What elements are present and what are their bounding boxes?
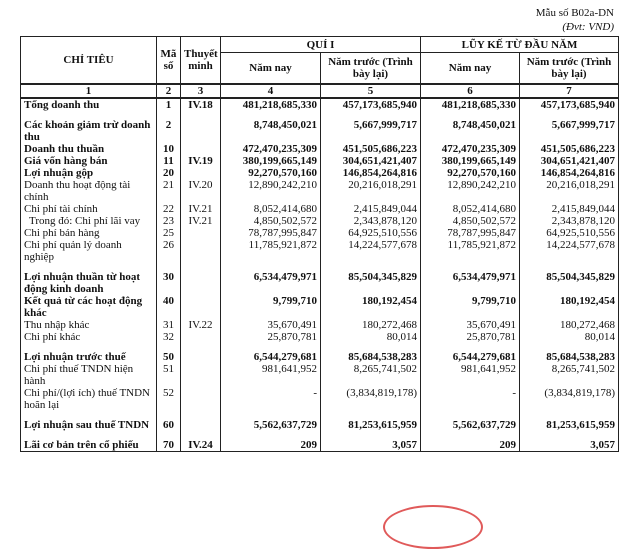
quarter-this-year-value: 9,799,710 xyxy=(221,295,321,319)
quarter-last-year-value: 8,265,741,502 xyxy=(321,363,421,387)
row-label: Lợi nhuận trước thuế xyxy=(21,351,157,363)
spacer-cell xyxy=(520,343,619,351)
ytd-header: LŨY KẾ TỪ ĐẦU NĂM xyxy=(421,37,619,53)
row-label: Doanh thu hoạt động tài chính xyxy=(21,179,157,203)
row-label: Lãi cơ bản trên cổ phiếu xyxy=(21,439,157,452)
quarter-last-year-value: 81,253,615,959 xyxy=(321,419,421,431)
ytd-last-year-value: 304,651,421,407 xyxy=(520,155,619,167)
row-note xyxy=(181,419,221,431)
ytd-last-year-value: 2,343,878,120 xyxy=(520,215,619,227)
table-row xyxy=(21,167,619,179)
quarter-this-year-value: 472,470,235,309 xyxy=(221,143,321,155)
spacer-cell xyxy=(221,411,321,419)
quarter-last-year-value: 2,415,849,044 xyxy=(321,203,421,215)
spacer-cell xyxy=(421,111,520,119)
quarter-last-year-value: 3,057 xyxy=(321,439,421,452)
ytd-this-year-value: 9,799,710 xyxy=(421,295,520,319)
table-row xyxy=(21,271,619,295)
spacer-cell xyxy=(421,343,520,351)
ytd-last-year-value: 180,272,468 xyxy=(520,319,619,331)
ytd-last-year-value: 146,854,264,816 xyxy=(520,167,619,179)
row-code: 21 xyxy=(157,179,181,203)
spacer-cell xyxy=(181,111,221,119)
quarter-header: QUÍ I xyxy=(221,37,421,53)
quarter-last-year-value: 451,505,686,223 xyxy=(321,143,421,155)
ytd-last-year-value: 64,925,510,556 xyxy=(520,227,619,239)
spacer-cell xyxy=(157,431,181,439)
spacer-cell xyxy=(520,411,619,419)
ytd-last-year-value: 2,415,849,044 xyxy=(520,203,619,215)
row-note xyxy=(181,351,221,363)
ytd-last-year-value: 20,216,018,291 xyxy=(520,179,619,203)
row-code: 50 xyxy=(157,351,181,363)
table-row xyxy=(21,419,619,431)
ytd-this-year-value: 8,748,450,021 xyxy=(421,119,520,143)
spacer-cell xyxy=(321,263,421,271)
quarter-this-year-value: 4,850,502,572 xyxy=(221,215,321,227)
spacer-cell xyxy=(421,431,520,439)
table-row xyxy=(21,331,619,343)
ytd-last-year-header: Năm trước (Trình bày lại) xyxy=(520,53,619,85)
table-header xyxy=(21,37,619,99)
row-label: Chi phí thuế TNDN hiện hành xyxy=(21,363,157,387)
row-label: Chi phí quản lý doanh nghiệp xyxy=(21,239,157,263)
table-row xyxy=(21,227,619,239)
spacer-cell xyxy=(520,263,619,271)
row-note: IV.21 xyxy=(181,203,221,215)
ytd-this-year-value: 481,218,685,330 xyxy=(421,98,520,111)
row-code: 26 xyxy=(157,239,181,263)
row-label: Kết quả từ các hoạt động khác xyxy=(21,295,157,319)
spacer-cell xyxy=(321,411,421,419)
table-row xyxy=(21,155,619,167)
column-number: 1 xyxy=(21,84,157,98)
quarter-this-year-header: Năm nay xyxy=(221,53,321,85)
row-code: 31 xyxy=(157,319,181,331)
ytd-this-year-value: 6,544,279,681 xyxy=(421,351,520,363)
quarter-last-year-header: Năm trước (Trình bày lại) xyxy=(321,53,421,85)
ytd-this-year-value: 380,199,665,149 xyxy=(421,155,520,167)
row-label: Doanh thu thuần xyxy=(21,143,157,155)
column-number: 2 xyxy=(157,84,181,98)
quarter-this-year-value: 8,052,414,680 xyxy=(221,203,321,215)
row-code: 30 xyxy=(157,271,181,295)
income-statement-table xyxy=(20,36,619,452)
spacer-row xyxy=(21,343,619,351)
ytd-this-year-value: 4,850,502,572 xyxy=(421,215,520,227)
spacer-cell xyxy=(157,411,181,419)
quarter-last-year-value: 14,224,577,678 xyxy=(321,239,421,263)
spacer-cell xyxy=(520,111,619,119)
column-number: 3 xyxy=(181,84,221,98)
ytd-this-year-value: 209 xyxy=(421,439,520,452)
row-note xyxy=(181,227,221,239)
row-label: Thu nhập khác xyxy=(21,319,157,331)
spacer-row xyxy=(21,111,619,119)
ytd-this-year-value: 25,870,781 xyxy=(421,331,520,343)
row-code: 23 xyxy=(157,215,181,227)
row-note xyxy=(181,239,221,263)
ytd-this-year-header: Năm nay xyxy=(421,53,520,85)
quarter-last-year-value: 85,684,538,283 xyxy=(321,351,421,363)
ytd-this-year-value: 78,787,995,847 xyxy=(421,227,520,239)
ytd-last-year-value: 180,192,454 xyxy=(520,295,619,319)
row-code: 25 xyxy=(157,227,181,239)
row-label: Lợi nhuận thuần từ hoạt động kinh doanh xyxy=(21,271,157,295)
row-note xyxy=(181,363,221,387)
row-code: 51 xyxy=(157,363,181,387)
spacer-cell xyxy=(321,343,421,351)
table-row xyxy=(21,239,619,263)
column-number: 7 xyxy=(520,84,619,98)
ytd-this-year-value: 6,534,479,971 xyxy=(421,271,520,295)
code-header: Mã số xyxy=(157,37,181,85)
row-code: 20 xyxy=(157,167,181,179)
table-row xyxy=(21,98,619,111)
quarter-this-year-value: 5,562,637,729 xyxy=(221,419,321,431)
spacer-cell xyxy=(21,343,157,351)
quarter-last-year-value: 146,854,264,816 xyxy=(321,167,421,179)
row-note xyxy=(181,295,221,319)
quarter-last-year-value: 80,014 xyxy=(321,331,421,343)
row-note: IV.18 xyxy=(181,98,221,111)
note-header: Thuyết minh xyxy=(181,37,221,85)
row-note: IV.19 xyxy=(181,155,221,167)
spacer-row xyxy=(21,431,619,439)
spacer-cell xyxy=(221,343,321,351)
row-note xyxy=(181,271,221,295)
quarter-this-year-value: 92,270,570,160 xyxy=(221,167,321,179)
row-code: 22 xyxy=(157,203,181,215)
row-code: 2 xyxy=(157,119,181,143)
row-label: Chi phí khác xyxy=(21,331,157,343)
ytd-this-year-value: - xyxy=(421,387,520,411)
spacer-cell xyxy=(181,263,221,271)
row-code: 1 xyxy=(157,98,181,111)
quarter-this-year-value: 380,199,665,149 xyxy=(221,155,321,167)
row-label: Chi phí tài chính xyxy=(21,203,157,215)
column-number: 5 xyxy=(321,84,421,98)
row-code: 32 xyxy=(157,331,181,343)
quarter-this-year-value: 209 xyxy=(221,439,321,452)
table-row xyxy=(21,215,619,227)
spacer-cell xyxy=(181,431,221,439)
quarter-this-year-value: 12,890,242,210 xyxy=(221,179,321,203)
row-label: Tổng doanh thu xyxy=(21,98,157,111)
ytd-this-year-value: 11,785,921,872 xyxy=(421,239,520,263)
ytd-this-year-value: 472,470,235,309 xyxy=(421,143,520,155)
ytd-last-year-value: 451,505,686,223 xyxy=(520,143,619,155)
form-code: Mẫu số B02a-DN xyxy=(535,7,614,19)
table-row xyxy=(21,363,619,387)
quarter-this-year-value: 8,748,450,021 xyxy=(221,119,321,143)
row-note xyxy=(181,143,221,155)
ytd-this-year-value: 5,562,637,729 xyxy=(421,419,520,431)
spacer-cell xyxy=(21,411,157,419)
quarter-last-year-value: 180,272,468 xyxy=(321,319,421,331)
ytd-this-year-value: 12,890,242,210 xyxy=(421,179,520,203)
row-label: Lợi nhuận sau thuế TNDN xyxy=(21,419,157,431)
spacer-cell xyxy=(421,263,520,271)
spacer-cell xyxy=(221,111,321,119)
ytd-this-year-value: 35,670,491 xyxy=(421,319,520,331)
quarter-last-year-value: 64,925,510,556 xyxy=(321,227,421,239)
table-row xyxy=(21,295,619,319)
row-note xyxy=(181,387,221,411)
quarter-this-year-value: 6,544,279,681 xyxy=(221,351,321,363)
ytd-last-year-value: 8,265,741,502 xyxy=(520,363,619,387)
row-note: IV.24 xyxy=(181,439,221,452)
quarter-this-year-value: 35,670,491 xyxy=(221,319,321,331)
table-row xyxy=(21,143,619,155)
quarter-last-year-value: 457,173,685,940 xyxy=(321,98,421,111)
table-body xyxy=(21,98,619,452)
table-row xyxy=(21,179,619,203)
ytd-last-year-value: 85,504,345,829 xyxy=(520,271,619,295)
table-row xyxy=(21,203,619,215)
quarter-last-year-value: 85,504,345,829 xyxy=(321,271,421,295)
row-label: Chi phí bán hàng xyxy=(21,227,157,239)
ytd-this-year-value: 92,270,570,160 xyxy=(421,167,520,179)
spacer-row xyxy=(21,263,619,271)
quarter-last-year-value: 20,216,018,291 xyxy=(321,179,421,203)
spacer-cell xyxy=(221,263,321,271)
row-code: 52 xyxy=(157,387,181,411)
row-code: 60 xyxy=(157,419,181,431)
table-row xyxy=(21,119,619,143)
ytd-last-year-value: 5,667,999,717 xyxy=(520,119,619,143)
spacer-cell xyxy=(221,431,321,439)
quarter-this-year-value: 981,641,952 xyxy=(221,363,321,387)
spacer-cell xyxy=(157,343,181,351)
spacer-cell xyxy=(321,431,421,439)
quarter-this-year-value: 25,870,781 xyxy=(221,331,321,343)
spacer-cell xyxy=(157,263,181,271)
quarter-this-year-value: 6,534,479,971 xyxy=(221,271,321,295)
spacer-cell xyxy=(21,111,157,119)
ytd-this-year-value: 8,052,414,680 xyxy=(421,203,520,215)
ytd-last-year-value: 3,057 xyxy=(520,439,619,452)
quarter-this-year-value: 78,787,995,847 xyxy=(221,227,321,239)
spacer-cell xyxy=(21,431,157,439)
spacer-row xyxy=(21,411,619,419)
row-code: 70 xyxy=(157,439,181,452)
currency-unit: (Đvt: VND) xyxy=(562,21,614,33)
row-label: Lợi nhuận gộp xyxy=(21,167,157,179)
table-row xyxy=(21,319,619,331)
ytd-last-year-value: 80,014 xyxy=(520,331,619,343)
row-note xyxy=(181,331,221,343)
ytd-last-year-value: 14,224,577,678 xyxy=(520,239,619,263)
column-number: 4 xyxy=(221,84,321,98)
quarter-this-year-value: 11,785,921,872 xyxy=(221,239,321,263)
ytd-last-year-value: 85,684,538,283 xyxy=(520,351,619,363)
quarter-last-year-value: (3,834,819,178) xyxy=(321,387,421,411)
row-code: 11 xyxy=(157,155,181,167)
spacer-cell xyxy=(157,111,181,119)
ytd-last-year-value: (3,834,819,178) xyxy=(520,387,619,411)
quarter-last-year-value: 180,192,454 xyxy=(321,295,421,319)
ytd-last-year-value: 457,173,685,940 xyxy=(520,98,619,111)
row-code: 10 xyxy=(157,143,181,155)
quarter-last-year-value: 304,651,421,407 xyxy=(321,155,421,167)
form-header xyxy=(536,6,614,34)
spacer-cell xyxy=(21,263,157,271)
spacer-cell xyxy=(181,343,221,351)
row-note: IV.21 xyxy=(181,215,221,227)
quarter-last-year-value: 5,667,999,717 xyxy=(321,119,421,143)
column-number-row xyxy=(21,84,619,98)
row-label: Trong đó: Chi phí lãi vay xyxy=(21,215,157,227)
spacer-cell xyxy=(181,411,221,419)
ytd-this-year-value: 981,641,952 xyxy=(421,363,520,387)
indicator-header: CHỈ TIÊU xyxy=(21,37,157,85)
row-label: Các khoản giảm trừ doanh thu xyxy=(21,119,157,143)
spacer-cell xyxy=(520,431,619,439)
quarter-this-year-value: 481,218,685,330 xyxy=(221,98,321,111)
spacer-cell xyxy=(321,111,421,119)
row-note: IV.20 xyxy=(181,179,221,203)
table-row xyxy=(21,387,619,411)
spacer-cell xyxy=(421,411,520,419)
row-label: Chi phí/(lợi ích) thuế TNDN hoãn lại xyxy=(21,387,157,411)
column-number: 6 xyxy=(421,84,520,98)
row-note xyxy=(181,167,221,179)
quarter-this-year-value: - xyxy=(221,387,321,411)
row-note: IV.22 xyxy=(181,319,221,331)
table-row xyxy=(21,351,619,363)
row-note xyxy=(181,119,221,143)
row-label: Giá vốn hàng bán xyxy=(21,155,157,167)
row-code: 40 xyxy=(157,295,181,319)
company-seal xyxy=(383,505,483,549)
ytd-last-year-value: 81,253,615,959 xyxy=(520,419,619,431)
quarter-last-year-value: 2,343,878,120 xyxy=(321,215,421,227)
table-row xyxy=(21,439,619,452)
